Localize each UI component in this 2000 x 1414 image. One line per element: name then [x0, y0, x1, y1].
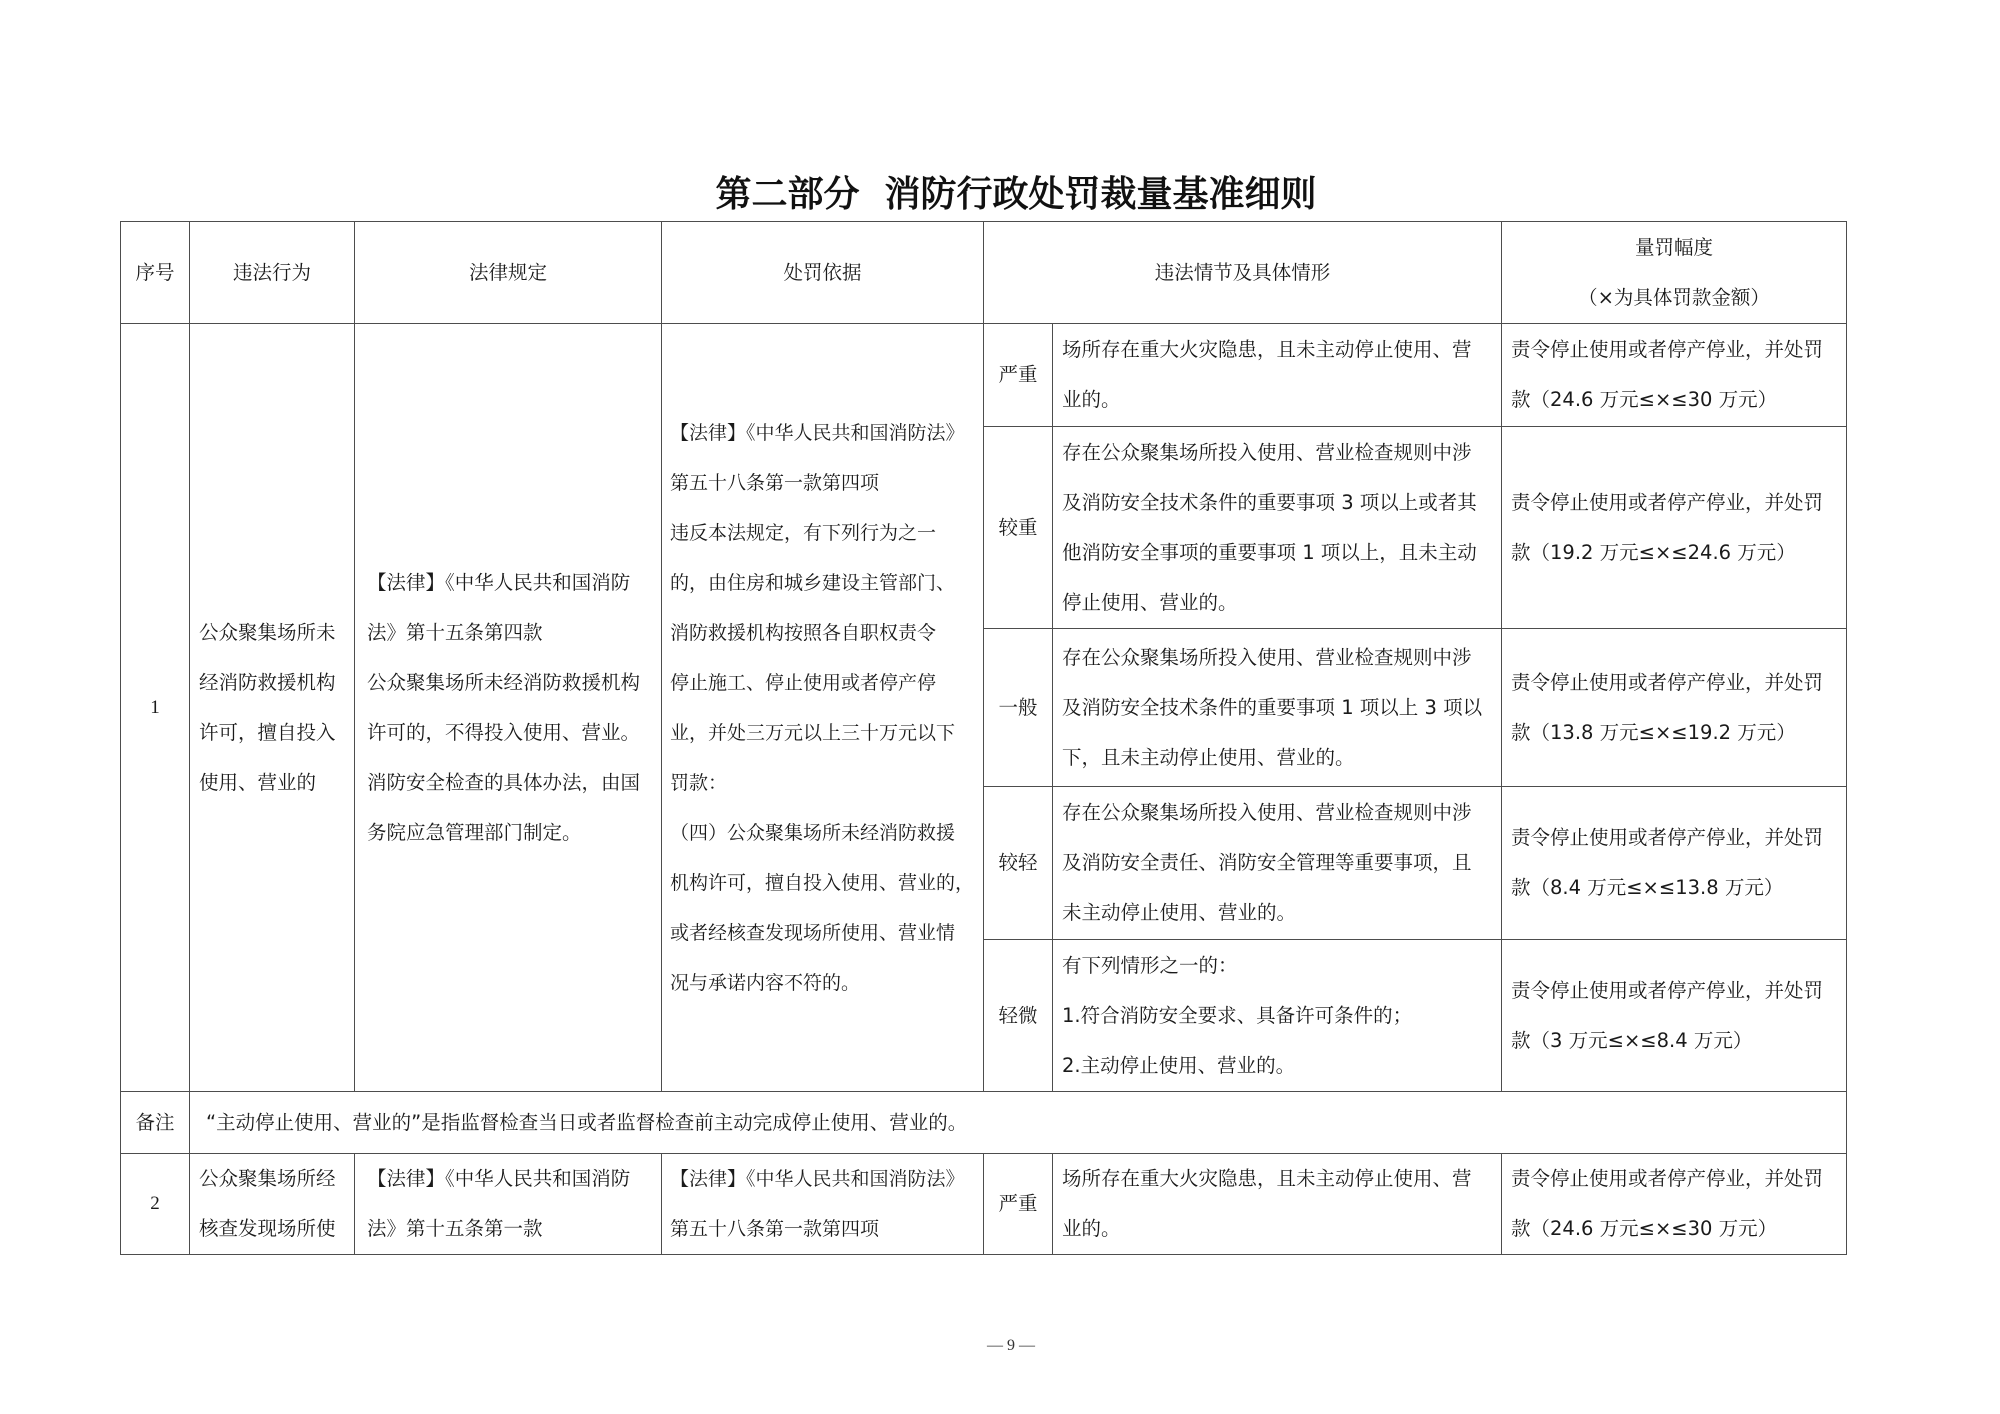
penalty-basis-line: 况与承诺内容不符的。 — [670, 971, 861, 994]
row-2-legal-provision — [355, 1154, 662, 1255]
penalty-basis-line: 罚款： — [670, 771, 728, 794]
page-title: 第二部分 消防行政处罚裁量基准细则 — [715, 174, 1317, 215]
circumstance-line: 存在公众聚集场所投入使用、营业检查规则中涉 — [1062, 801, 1472, 824]
row-1-penalty-slight — [1502, 940, 1847, 1092]
header-violation-label: 违法行为 — [232, 260, 311, 284]
row-1-level-serious — [984, 427, 1053, 629]
penalty-basis-line: 违反本法规定，有下列行为之一 — [670, 521, 937, 544]
penalty-basis-line: 【法律】《中华人民共和国消防法》 — [670, 1168, 965, 1190]
row-1-desc-general — [1053, 629, 1502, 787]
header-penalty-basis — [662, 222, 984, 324]
row-1-serial-no-value: 1 — [150, 696, 160, 718]
legal-provision-line: 消防安全检查的具体办法，由国 — [367, 770, 641, 794]
penalty-line: 责令停止使用或者停产停业，并处罚 — [1511, 1167, 1824, 1190]
row-1-level-general — [984, 629, 1053, 787]
header-penalty-range-line: 量罚幅度 — [1634, 235, 1713, 259]
penalty-standard-table — [120, 221, 1847, 1255]
header-serial-no-label: 序号 — [135, 260, 175, 284]
remark-text-content: “主动停止使用、营业的”是指监督检查当日或者监督检查前主动完成停止使用、营业的。 — [206, 1110, 968, 1134]
row-1-penalty-severe — [1502, 324, 1847, 427]
violation-line: 公众聚集场所经 — [199, 1167, 336, 1190]
penalty-line: 款（24.6 万元≤×≤30 万元） — [1511, 388, 1778, 411]
penalty-line: 款（13.8 万元≤×≤19.2 万元） — [1511, 720, 1796, 744]
penalty-line: 责令停止使用或者停产停业，并处罚 — [1511, 978, 1824, 1002]
header-penalty-range-line: （×为具体罚款金额） — [1578, 285, 1770, 309]
violation-line: 公众聚集场所未 — [199, 620, 336, 644]
legal-provision-line: 法》第十五条第一款 — [367, 1217, 543, 1240]
row-1-penalty-serious — [1502, 427, 1847, 629]
circumstance-line: 他消防安全事项的重要事项 1 项以上，且未主动 — [1062, 540, 1477, 564]
level-label: 较轻 — [998, 851, 1038, 874]
circumstance-line: 未主动停止使用、营业的。 — [1062, 901, 1297, 924]
violation-line: 许可，擅自投入 — [199, 720, 336, 744]
row-1-desc-serious — [1053, 427, 1502, 629]
circumstance-line: 存在公众聚集场所投入使用、营业检查规则中涉 — [1062, 645, 1472, 669]
row-2-desc-severe — [1053, 1154, 1502, 1255]
penalty-line: 款（8.4 万元≤×≤13.8 万元） — [1511, 876, 1784, 899]
violation-line: 使用、营业的 — [199, 770, 317, 794]
circumstance-line: 2.主动停止使用、营业的。 — [1062, 1053, 1296, 1077]
row-1-desc-slight — [1053, 940, 1502, 1092]
circumstance-line: 场所存在重大火灾隐患，且未主动停止使用、营 — [1062, 338, 1472, 361]
penalty-basis-line: 或者经核查发现场所使用、营业情 — [670, 921, 956, 944]
circumstance-line: 场所存在重大火灾隐患，且未主动停止使用、营 — [1062, 1167, 1472, 1190]
row-1-serial-no — [121, 324, 190, 1092]
circumstance-line: 及消防安全责任、消防安全管理等重要事项，且 — [1062, 851, 1472, 874]
circumstance-line: 下，且未主动停止使用、营业的。 — [1062, 745, 1355, 769]
circumstance-line: 停止使用、营业的。 — [1062, 590, 1238, 614]
row-1-level-minor — [984, 787, 1053, 940]
penalty-line: 款（24.6 万元≤×≤30 万元） — [1511, 1217, 1778, 1240]
penalty-basis-line: （四）公众聚集场所未经消防救援 — [670, 821, 956, 844]
row-2-penalty-severe — [1502, 1154, 1847, 1255]
row-2-violation — [190, 1154, 355, 1255]
row-2-serial-no-value: 2 — [150, 1193, 160, 1214]
penalty-basis-line: 【法律】《中华人民共和国消防法》 — [670, 421, 965, 444]
legal-provision-line: 【法律】《中华人民共和国消防 — [367, 570, 631, 594]
row-1-penalty-minor — [1502, 787, 1847, 940]
penalty-line: 责令停止使用或者停产停业，并处罚 — [1511, 490, 1824, 514]
level-label: 一般 — [998, 695, 1038, 719]
level-label: 严重 — [998, 363, 1038, 386]
penalty-basis-line: 机构许可，擅自投入使用、营业的， — [670, 871, 975, 894]
row-1-desc-severe — [1053, 324, 1502, 427]
penalty-basis-line: 业，并处三万元以上三十万元以下 — [670, 721, 956, 744]
header-serial-no — [121, 222, 190, 324]
row-2-serial-no — [121, 1154, 190, 1255]
circumstance-line: 及消防安全技术条件的重要事项 3 项以上或者其 — [1062, 490, 1477, 514]
circumstance-line: 业的。 — [1062, 388, 1121, 411]
penalty-basis-line: 第五十八条第一款第四项 — [670, 471, 880, 494]
level-label: 较重 — [998, 515, 1038, 539]
row-1-desc-minor — [1053, 787, 1502, 940]
penalty-line: 款（3 万元≤×≤8.4 万元） — [1511, 1028, 1753, 1052]
violation-line: 核查发现场所使 — [199, 1217, 336, 1240]
page-number: — 9 — — [987, 1337, 1035, 1354]
row-1-violation — [190, 324, 355, 1092]
header-circumstance — [984, 222, 1502, 324]
level-label: 严重 — [998, 1192, 1038, 1215]
legal-provision-line: 许可的，不得投入使用、营业。 — [367, 720, 641, 744]
row-1-level-slight — [984, 940, 1053, 1092]
row-1-level-severe — [984, 324, 1053, 427]
circumstance-line: 存在公众聚集场所投入使用、营业检查规则中涉 — [1062, 440, 1472, 464]
circumstance-line: 及消防安全技术条件的重要事项 1 项以上 3 项以 — [1062, 695, 1483, 719]
remark-text — [190, 1092, 1847, 1154]
header-circumstance-label: 违法情节及具体情形 — [1154, 260, 1331, 284]
header-legal-provision — [355, 222, 662, 324]
penalty-line: 责令停止使用或者停产停业，并处罚 — [1511, 670, 1824, 694]
penalty-line: 责令停止使用或者停产停业，并处罚 — [1511, 338, 1824, 361]
row-1-legal-provision — [355, 324, 662, 1092]
penalty-line: 款（19.2 万元≤×≤24.6 万元） — [1511, 540, 1796, 564]
penalty-basis-line: 停止施工、停止使用或者停产停 — [670, 671, 937, 694]
header-penalty-basis-label: 处罚依据 — [783, 260, 862, 284]
header-legal-provision-label: 法律规定 — [468, 260, 547, 284]
remark-label — [121, 1092, 190, 1154]
row-2-level-severe — [984, 1154, 1053, 1255]
remark-label-text: 备注 — [135, 1110, 175, 1134]
header-violation — [190, 222, 355, 324]
violation-line: 经消防救援机构 — [199, 670, 336, 694]
row-2-penalty-basis — [662, 1154, 984, 1255]
level-label: 轻微 — [998, 1003, 1038, 1027]
circumstance-line: 业的。 — [1062, 1217, 1121, 1240]
penalty-basis-line: 的，由住房和城乡建设主管部门、 — [670, 571, 956, 594]
penalty-basis-line: 第五十八条第一款第四项 — [670, 1218, 880, 1240]
penalty-line: 责令停止使用或者停产停业，并处罚 — [1511, 826, 1824, 849]
circumstance-line: 1.符合消防安全要求、具备许可条件的； — [1062, 1003, 1413, 1027]
row-1-penalty-basis — [662, 324, 984, 1092]
legal-provision-line: 务院应急管理部门制定。 — [367, 820, 582, 844]
legal-provision-line: 法》第十五条第四款 — [367, 620, 543, 644]
legal-provision-line: 公众聚集场所未经消防救援机构 — [367, 670, 641, 694]
row-1-penalty-general — [1502, 629, 1847, 787]
penalty-basis-line: 消防救援机构按照各自职权责令 — [670, 621, 937, 644]
header-penalty-range — [1502, 222, 1847, 324]
circumstance-line: 有下列情形之一的： — [1062, 953, 1238, 977]
legal-provision-line: 【法律】《中华人民共和国消防 — [367, 1167, 631, 1190]
